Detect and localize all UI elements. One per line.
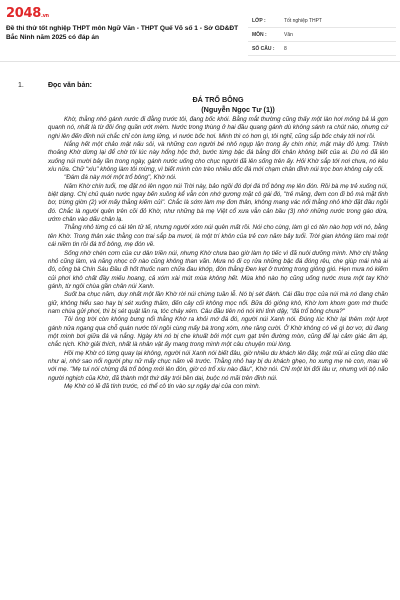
reading-passage	[48, 95, 388, 391]
passage-paragraph: Hồi mẹ Khờ có từng quay lại không, người núi Xanh nói biết đâu, giờ nhiều du khách lên đây, mặt mũi ai cũng đáo dác như ai, nhớ sao nổi người phụ nữ mấy chục năm về trước. Thằng nhỏ hay bị du khách ghẹo, ho xưng mẹ nè con, mau về với mẹ. "Mẹ tui nói chừng đá trổ bông mới lên đón, giờ có trổ xíu nào đâu", Khờ nói. Chỉ một lời đối lâu ư, nhưng với bộ não người nghịch của Khờ, đã thành một thứ dây trói bền dai, buộc nó mãi trên đỉnh núi.	[48, 349, 388, 382]
story-author: (Nguyễn Ngọc Tư (1))	[201, 105, 275, 114]
passage-paragraph: Khờ, thằng nhỏ gánh nước đi đằng trước tôi, đang bốc khói. Bằng mắt thường cũng thấy một làn hơi mỏng bả lả gợn quanh nó, nhất là từ đôi ống quần ướt mèm. Nước trong thùng ở hai đầu quang gánh dù không sánh ra chút nào, nhưng cứ nghi lên đến đỉnh núi chắc chỉ còn lưng lửng, vì nước bốc hơi. Minh thì có hơn gì, tôi nghĩ, cũng sắp bốc cháy tới nơi rồi.	[48, 116, 388, 140]
passage-paragraph: Sống nhờ chén cơm của cư dân triền núi, nhưng Khờ chưa bao giờ làm họ tiếc vì đã nuôi dưỡng mình. Nhờ chị thằng nhỏ cũng làm, và năng nhọc cỡ nào cũng không than vãn. Mưa nó đi cọ rửa những bậc đá đóng rêu, che giùp mái nhà ai đó, cõng bà Chín Sáu Đầu đi hốt thuốc nam chữa đau khớp, đón thằng Đen kẹt ở trường trong giông gió. Hẹn mưa nó kiếm củi phơi khô chất đầy miếu hoang, cả xóm xài mút mùa không hết. Mùa khô nào họ cũng uống nước mưa một tay Khờ gánh, từ ngôi chùa gần chân núi Xanh.	[48, 249, 388, 290]
passage-paragraph: Năm Khờ chín tuổi, mẹ đặt nó lên ngọn núi Trời này, bảo ngồi đó đợi đá trổ bông mẹ lên đón. Rồi bà mẹ trẻ xuống núi, biệt dạng. Chị chủ quán nước ngay bến xuồng kể vẫn còn nhớ gương mặt cô gái đó, "trẻ măng, đem con đi bỏ mà mặt tỉnh bơ, trừng giờn (2) với mấy thằng kiếm củi". Chắc là sớm làm mẹ đơn thân, không mang vác nổi thằng nhỏ khờ đặt đâu ngồi đó. Chắc là người quên trên cõi đỏ Khờ, như những bà mẹ Việt cổ xưa vẫn cản bầu (3) nhớ những nước trong gáo dừa, ướm chân vào dấu chân lạ.	[48, 182, 388, 224]
passage-paragraph: Nắng hết một chảo mật nấu sôi, và những con người bé nhỏ ngụp lặn trong ấy chín nhừ, mặt mày đỏ lựng. Thỉnh thoảng Khờ dừng lại để chờ tôi lúc này hổng hộc thở, bước từng bậc đá bằng đôi chân không biết của ai. Dù nó đã lên xuống núi mười bảy lần trong ngày, gánh nước uống cho chục người đã lên sống trên ấy. Hỏi Khờ sắp tới nơi chưa, nó kêu xíu nữa. Chữ "xíu" không làm tôi mừng, vì biết mình còn trèo nhiều dốc đá mới chạm chân đỉnh núi trọc bon không cây cối.	[48, 141, 388, 174]
site-logo[interactable]	[6, 6, 49, 21]
passage-paragraph: Thằng nhỏ từng có cái tên tử tế, nhưng người xóm núi quên mất rồi. Nói cho cùng, làm gì có tên nào hợp với nó, bằng tên Khờ. Trong thân xác thằng con trai sắp ba mươi, là một trí khôn của trẻ con năm bảy tuổi. Trời gian không làm mai một cái niềm tin rồi đá trổ bông, mẹ đón về.	[48, 224, 388, 249]
logo-text: 2048	[6, 6, 41, 21]
question-number: 1.	[18, 82, 24, 89]
info-row-question-count	[248, 42, 396, 56]
info-label: LỚP :	[252, 17, 266, 24]
passage-paragraph: Tôi ông trời còn không bưng nổi thằng Khờ ra khỏi mớ đá đó, người núi Xanh nói. Đúng lúc Khờ lại thêm một lượt gánh nửa ngang qua chỗ quán nước tôi ngồi cùng mấy bà trong xóm, nhe răng cười. Ở Khờ không có vẻ gì bơ vơ, dù đang một mình bơi giữa đá và nắng. Ngày khi nó bị che khuất bởi một cụm gạt trên đường mòn, cũng để lại cảm giác ấm áp, chắc nịch. Khờ giải thích, nhất là nhân vật ấy mang trong mình một câu chuyện mùi lòng.	[48, 316, 388, 349]
info-value: Tốt nghiệp THPT	[284, 17, 322, 24]
info-label: MÔN :	[252, 31, 267, 38]
info-value: Văn	[284, 31, 293, 38]
document-title: Đề thi thử tốt nghiệp THPT môn Ngữ Văn - THPT Quế Võ số 1 - Sở GD&ĐT Bắc Ninh năm 2025 có đáp án	[6, 25, 239, 41]
info-row-class	[248, 14, 396, 28]
passage-paragraph: "Đám đá này mới một trổ bông", Khờ nói.	[64, 174, 177, 182]
page-header	[0, 0, 400, 62]
info-row-subject	[248, 28, 396, 42]
passage-paragraph: Suốt ba chục năm, duy nhất một lần Khờ rời núi chừng tuần lễ. Nó bị sét đánh. Cái đầu trọc của núi mà nó đang chăn giữ, không hiểu sao hay bị sét xuống thăm, đến cây cối không mọc nổi. Bữa đó giông khô, Khờ lom khom gom mớ thuốc nam chùa gửi phơi, thì bị sét quật lăn ra, tóc cháy xém. Câu đầu tiên nó nói khi tỉnh dậy, "đá trổ bông chưa?"	[48, 291, 388, 315]
story-title: ĐÁ TRỔ BÔNG	[192, 95, 244, 104]
exam-info-table	[248, 14, 396, 56]
info-value: 8	[284, 45, 287, 52]
info-label: SỐ CÂU :	[252, 45, 275, 52]
passage-paragraph: Mẹ Khờ có lẽ đã tính trước, có thể cô tin vào sự ngây dại của con mình.	[64, 383, 261, 390]
question-heading: Đọc văn bản:	[48, 82, 92, 89]
logo-suffix: .vn	[40, 13, 49, 19]
